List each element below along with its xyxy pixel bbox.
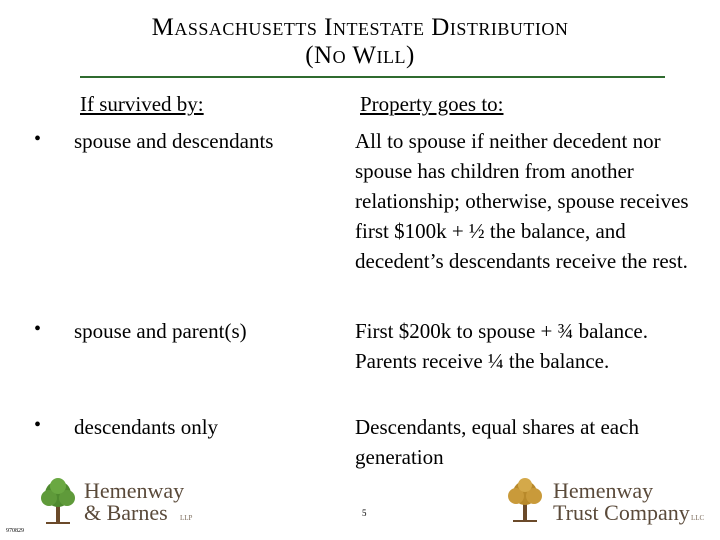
document-id: 970829 <box>6 528 24 534</box>
title-line-1: Massachusetts Intestate Distribution <box>151 14 569 41</box>
survivors-cell: spouse and descendants <box>74 129 274 153</box>
logo-line-2: Trust Company <box>553 500 690 525</box>
header-survived-by: If survived by: <box>80 92 204 116</box>
tree-icon <box>505 476 545 526</box>
logo-suffix: LLP <box>180 514 193 522</box>
tree-icon <box>38 476 78 526</box>
distribution-cell: Descendants, equal shares at each generation <box>355 415 639 469</box>
hemenway-barnes-logo <box>38 476 198 526</box>
hemenway-trust-logo <box>505 476 705 526</box>
logo-line-2: & Barnes <box>84 500 168 525</box>
bullet: • <box>34 414 42 436</box>
distribution-cell: First $200k to spouse + ¾ balance. Parents receive ¼ the balance. <box>355 319 648 373</box>
header-property-goes-to: Property goes to: <box>360 92 504 116</box>
survivors-cell: descendants only <box>74 415 219 439</box>
bullet: • <box>34 128 42 150</box>
logo-suffix: LLC <box>691 514 705 522</box>
distribution-cell: All to spouse if neither decedent nor spouse has children from another relationship; otherwise, spouse receives first $100k + ½ the balance, and decedent’s descendants receive the rest. <box>355 129 689 273</box>
title-line-2: (No Will) <box>305 42 415 69</box>
page-number: 5 <box>362 508 367 518</box>
bullet: • <box>34 318 42 340</box>
survivors-cell: spouse and parent(s) <box>74 319 247 343</box>
title-divider <box>80 76 665 78</box>
logo-line-1: Hemenway <box>553 478 654 503</box>
logo-line-1: Hemenway <box>84 478 185 503</box>
